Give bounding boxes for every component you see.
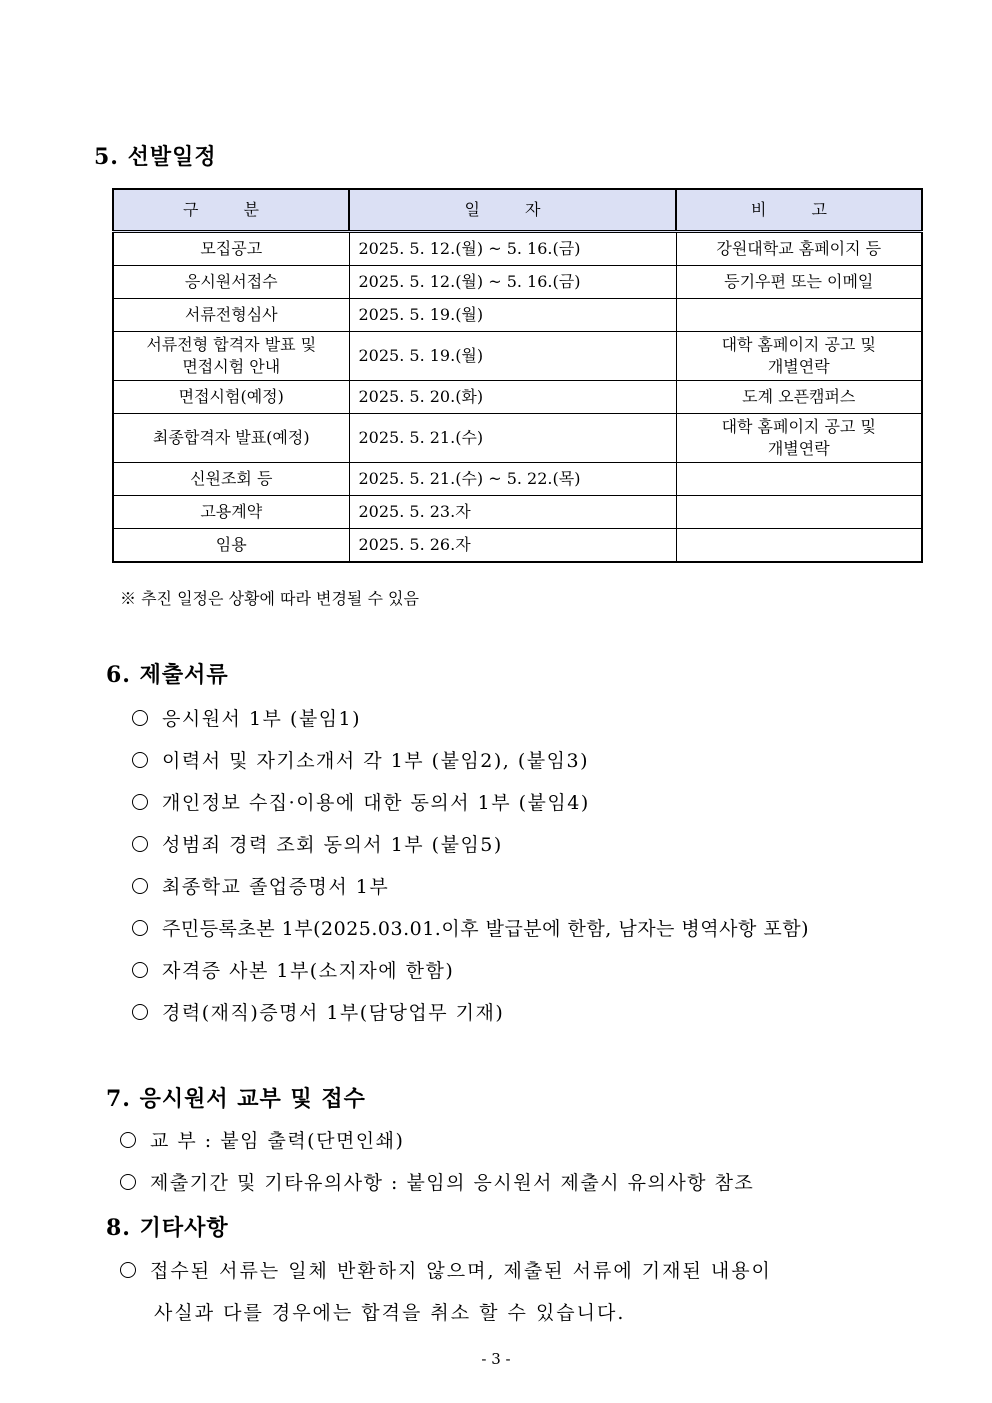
row-note — [676, 463, 922, 496]
row-category-line2: 면접시험 안내 — [182, 357, 281, 376]
list-item — [132, 998, 504, 1025]
table-row — [113, 496, 922, 529]
row-note — [676, 332, 922, 381]
list-item — [132, 746, 589, 773]
row-category — [113, 332, 349, 381]
section-7-title: 7. 응시원서 교부 및 접수 — [106, 1086, 366, 1112]
table-row — [113, 266, 922, 299]
row-category: 면접시험(예정) — [113, 381, 349, 414]
list-item — [132, 788, 590, 815]
row-note: 도계 오픈캠퍼스 — [676, 381, 922, 414]
row-note-line1: 대학 홈페이지 공고 및 — [721, 417, 876, 436]
row-date: 2025. 5. 12.(월) ~ 5. 16.(금) — [349, 232, 676, 266]
row-note-line1: 대학 홈페이지 공고 및 — [721, 335, 876, 354]
row-note-line2: 개별연락 — [767, 439, 830, 458]
row-note — [676, 496, 922, 529]
circle-bullet-icon — [132, 710, 148, 726]
list-item — [120, 1168, 754, 1195]
header-date: 일 자 — [349, 189, 676, 232]
circle-bullet-icon — [132, 962, 148, 978]
list-item-text: 교 부 : 붙임 출력(단면인쇄) — [150, 1130, 405, 1152]
circle-bullet-icon — [132, 920, 148, 936]
table-header-row — [113, 189, 922, 232]
table-row — [113, 299, 922, 332]
list-item-text: 주민등록초본 1부(2025.03.01.이후 발급분에 한함, 남자는 병역사항 포함) — [162, 918, 810, 940]
circle-bullet-icon — [132, 752, 148, 768]
row-date: 2025. 5. 20.(화) — [349, 381, 676, 414]
circle-bullet-icon — [132, 878, 148, 894]
circle-bullet-icon — [132, 1004, 148, 1020]
list-item-continuation: 사실과 다를 경우에는 합격을 취소 할 수 있습니다. — [154, 1302, 626, 1324]
row-date: 2025. 5. 19.(월) — [349, 332, 676, 381]
list-item — [132, 704, 361, 731]
list-item-text: 성범죄 경력 조회 동의서 1부 (붙임5) — [162, 834, 503, 856]
table-row — [113, 332, 922, 381]
row-date: 2025. 5. 21.(수) ~ 5. 22.(목) — [349, 463, 676, 496]
row-category: 모집공고 — [113, 232, 349, 266]
list-item-text: 개인정보 수집·이용에 대한 동의서 1부 (붙임4) — [162, 792, 590, 814]
list-item — [132, 956, 454, 983]
row-category: 최종합격자 발표(예정) — [113, 414, 349, 463]
page-number: - 3 - — [481, 1350, 511, 1368]
row-date: 2025. 5. 21.(수) — [349, 414, 676, 463]
list-item-text: 제출기간 및 기타유의사항 : 붙임의 응시원서 제출시 유의사항 참조 — [150, 1172, 755, 1194]
row-category: 서류전형심사 — [113, 299, 349, 332]
row-category: 임용 — [113, 529, 349, 563]
row-note — [676, 299, 922, 332]
list-item — [132, 872, 389, 899]
row-category: 고용계약 — [113, 496, 349, 529]
row-note — [676, 529, 922, 563]
list-item-text: 응시원서 1부 (붙임1) — [162, 708, 362, 730]
header-category: 구 분 — [113, 189, 349, 232]
row-note: 강원대학교 홈페이지 등 — [676, 232, 922, 266]
row-date: 2025. 5. 19.(월) — [349, 299, 676, 332]
circle-bullet-icon — [120, 1132, 136, 1148]
row-note-line2: 개별연락 — [767, 357, 830, 376]
circle-bullet-icon — [120, 1174, 136, 1190]
schedule-table — [112, 188, 923, 563]
table-row — [113, 414, 922, 463]
schedule-footnote: ※ 추진 일정은 상황에 따라 변경될 수 있음 — [120, 589, 419, 608]
list-item — [132, 914, 809, 941]
list-item — [132, 830, 503, 857]
section-6-title: 6. 제출서류 — [106, 662, 229, 688]
row-note: 등기우편 또는 이메일 — [676, 266, 922, 299]
table-row — [113, 232, 922, 266]
list-item — [120, 1256, 772, 1283]
circle-bullet-icon — [132, 794, 148, 810]
row-date: 2025. 5. 26.자 — [349, 529, 676, 563]
table-row — [113, 463, 922, 496]
list-item-text: 자격증 사본 1부(소지자에 한함) — [162, 960, 455, 982]
header-note: 비 고 — [676, 189, 922, 232]
list-item-text: 최종학교 졸업증명서 1부 — [162, 876, 390, 898]
row-category-line1: 서류전형 합격자 발표 및 — [146, 335, 317, 354]
table-row — [113, 381, 922, 414]
list-item-text: 이력서 및 자기소개서 각 1부 (붙임2), (붙임3) — [162, 750, 590, 772]
section-8-title: 8. 기타사항 — [106, 1215, 229, 1241]
row-note — [676, 414, 922, 463]
row-category: 신원조회 등 — [113, 463, 349, 496]
list-item-text: 접수된 서류는 일체 반환하지 않으며, 제출된 서류에 기재된 내용이 — [150, 1260, 772, 1282]
row-category: 응시원서접수 — [113, 266, 349, 299]
row-date: 2025. 5. 12.(월) ~ 5. 16.(금) — [349, 266, 676, 299]
section-5-title: 5. 선발일정 — [94, 144, 217, 170]
table-row — [113, 529, 922, 563]
row-date: 2025. 5. 23.자 — [349, 496, 676, 529]
circle-bullet-icon — [120, 1262, 136, 1278]
circle-bullet-icon — [132, 836, 148, 852]
list-item-text: 경력(재직)증명서 1부(담당업무 기재) — [162, 1002, 505, 1024]
list-item — [120, 1126, 404, 1153]
